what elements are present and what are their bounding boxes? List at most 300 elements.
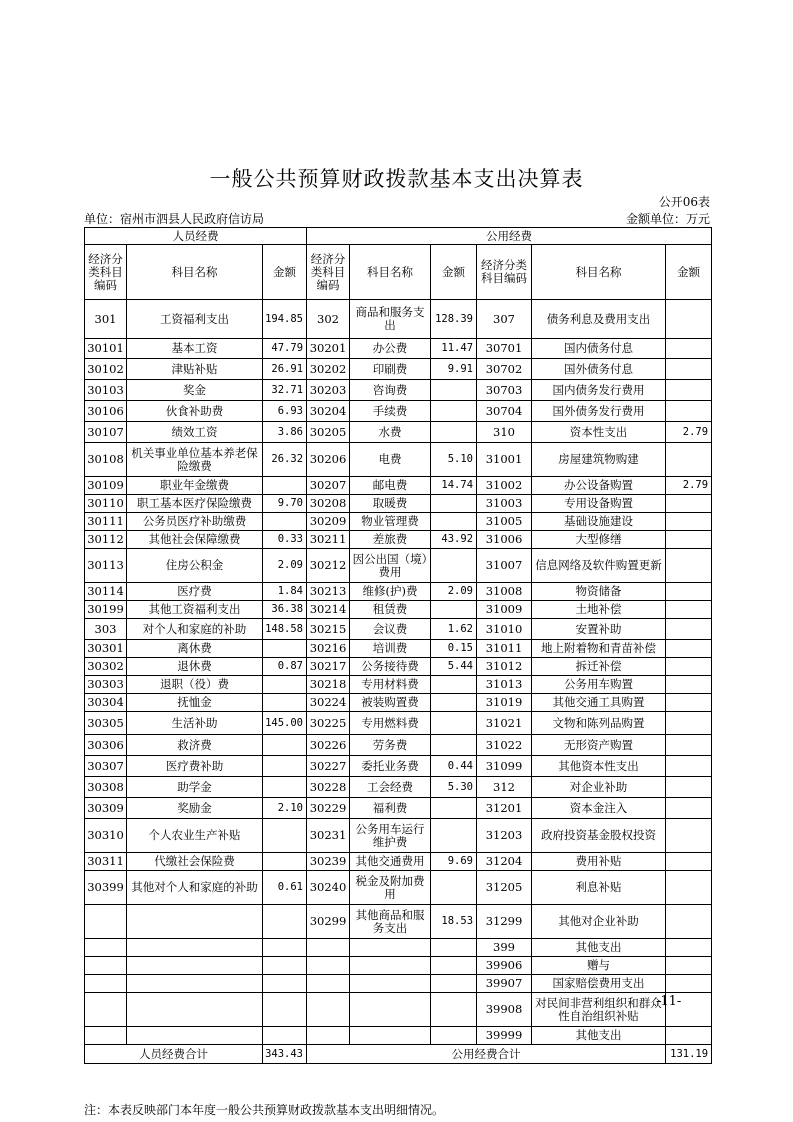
name-cell: 手续费 [350,401,431,422]
code-cell: 31099 [477,756,532,777]
amount-cell [431,735,477,756]
unit-label: 单位：宿州市泗县人民政府信访局 [84,212,265,226]
amount-cell [666,676,712,694]
name-cell: 国家赔偿费用支出 [532,975,666,993]
amount-cell: 5.30 [431,777,477,798]
code-cell: 30103 [85,380,127,401]
header-amount: 金额 [263,245,307,300]
code-cell: 30213 [307,583,350,601]
code-cell: 31022 [477,735,532,756]
totals-row [85,1045,712,1064]
table-row [85,513,712,531]
table-row [85,819,712,853]
code-cell: 30228 [307,777,350,798]
name-cell: 绩效工资 [127,422,263,443]
code-cell: 30112 [85,531,127,549]
name-cell: 税金及附加费用 [350,871,431,905]
name-cell: 抚恤金 [127,694,263,712]
amount-cell [263,477,307,495]
code-cell [85,975,127,993]
name-cell: 租赁费 [350,601,431,619]
amount-cell: 0.33 [263,531,307,549]
column-header-row [85,245,712,300]
personnel-total-amount: 343.43 [263,1045,307,1064]
header-name: 科目名称 [350,245,431,300]
table-row [85,957,712,975]
name-cell: 赠与 [532,957,666,975]
code-cell: 31008 [477,583,532,601]
amount-cell [431,513,477,531]
name-cell: 工会经费 [350,777,431,798]
table-row [85,777,712,798]
table-row [85,975,712,993]
table-row [85,300,712,339]
name-cell: 公务用车购置 [532,676,666,694]
code-cell: 30206 [307,443,350,477]
amount-cell [666,359,712,380]
name-cell: 费用补贴 [532,853,666,871]
name-cell: 基本工资 [127,339,263,359]
amount-cell [666,819,712,853]
name-cell: 印刷费 [350,359,431,380]
amount-cell: 2.09 [263,549,307,583]
code-cell: 31013 [477,676,532,694]
table-row [85,853,712,871]
name-cell [127,993,263,1027]
name-cell: 商品和服务支出 [350,300,431,339]
code-cell: 30217 [307,658,350,676]
amount-cell [263,939,307,957]
name-cell: 其他社会保障缴费 [127,531,263,549]
name-cell: 公务用车运行维护费 [350,819,431,853]
public-total-amount: 131.19 [666,1045,712,1064]
code-cell [307,1027,350,1045]
table-row [85,905,712,939]
code-cell [85,939,127,957]
amount-cell [666,380,712,401]
amount-cell: 148.58 [263,619,307,640]
amount-cell [263,1027,307,1045]
amount-cell [431,676,477,694]
code-cell: 39908 [477,993,532,1027]
code-cell: 31205 [477,871,532,905]
personnel-total-label: 人员经费合计 [85,1045,263,1064]
amount-cell [666,339,712,359]
code-cell [307,993,350,1027]
header-name: 科目名称 [532,245,666,300]
code-cell: 31002 [477,477,532,495]
name-cell: 无形资产购置 [532,735,666,756]
code-cell: 30399 [85,871,127,905]
name-cell: 奖金 [127,380,263,401]
amount-cell: 47.79 [263,339,307,359]
money-unit-label: 金额单位：万元 [625,212,710,226]
amount-cell [431,601,477,619]
code-cell [307,957,350,975]
code-cell: 30299 [307,905,350,939]
code-cell: 31299 [477,905,532,939]
amount-cell [666,777,712,798]
table-row [85,871,712,905]
name-cell: 土地补偿 [532,601,666,619]
table-row [85,495,712,513]
code-cell [307,975,350,993]
code-cell: 30309 [85,798,127,819]
amount-cell [263,735,307,756]
amount-cell [666,658,712,676]
code-cell: 30201 [307,339,350,359]
amount-cell [431,1027,477,1045]
table-row [85,380,712,401]
amount-cell [263,819,307,853]
code-cell: 31011 [477,640,532,658]
code-cell: 30704 [477,401,532,422]
table-row [85,443,712,477]
name-cell: 个人农业生产补贴 [127,819,263,853]
code-cell: 30311 [85,853,127,871]
code-cell: 30212 [307,549,350,583]
page-title: 一般公共预算财政拨款基本支出决算表 [209,167,584,191]
amount-cell [263,694,307,712]
amount-cell [666,957,712,975]
code-cell: 30229 [307,798,350,819]
name-cell: 福利费 [350,798,431,819]
name-cell [350,939,431,957]
amount-cell [431,819,477,853]
amount-cell: 1.62 [431,619,477,640]
name-cell: 差旅费 [350,531,431,549]
amount-cell: 26.91 [263,359,307,380]
amount-cell: 5.44 [431,658,477,676]
code-cell: 31007 [477,549,532,583]
name-cell: 生活补助 [127,712,263,735]
code-cell: 30113 [85,549,127,583]
code-cell: 39906 [477,957,532,975]
amount-cell: 2.79 [666,422,712,443]
code-cell: 30305 [85,712,127,735]
amount-cell [666,513,712,531]
amount-cell: 2.10 [263,798,307,819]
code-cell: 30307 [85,756,127,777]
name-cell: 被装购置费 [350,694,431,712]
name-cell: 救济费 [127,735,263,756]
name-cell: 公务员医疗补助缴费 [127,513,263,531]
code-cell [307,939,350,957]
name-cell: 其他资本性支出 [532,756,666,777]
amount-cell [431,975,477,993]
name-cell: 办公费 [350,339,431,359]
amount-cell [263,957,307,975]
amount-cell: 2.09 [431,583,477,601]
amount-cell [263,640,307,658]
table-row [85,676,712,694]
amount-cell: 0.61 [263,871,307,905]
table-row [85,640,712,658]
name-cell: 住房公积金 [127,549,263,583]
amount-cell: 0.44 [431,756,477,777]
name-cell: 电费 [350,443,431,477]
section-public: 公用经费 [307,228,712,245]
code-cell: 303 [85,619,127,640]
table-row [85,756,712,777]
amount-cell: 9.91 [431,359,477,380]
name-cell [127,957,263,975]
header-code: 经济分类科目编码 [477,245,532,300]
amount-cell: 18.53 [431,905,477,939]
code-cell: 30208 [307,495,350,513]
amount-cell: 14.74 [431,477,477,495]
amount-cell [666,531,712,549]
code-cell: 30111 [85,513,127,531]
amount-cell [666,905,712,939]
code-cell: 30701 [477,339,532,359]
table-row [85,1027,712,1045]
amount-cell: 11.47 [431,339,477,359]
table-row [85,939,712,957]
code-cell: 30209 [307,513,350,531]
code-cell: 30101 [85,339,127,359]
public-total-label: 公用经费合计 [307,1045,666,1064]
code-cell: 30211 [307,531,350,549]
code-cell: 30225 [307,712,350,735]
code-cell: 30215 [307,619,350,640]
name-cell: 津贴补贴 [127,359,263,380]
amount-cell [666,939,712,957]
name-cell: 国外债务付息 [532,359,666,380]
code-cell: 31201 [477,798,532,819]
name-cell: 国内债务发行费用 [532,380,666,401]
name-cell: 专用材料费 [350,676,431,694]
code-cell: 39907 [477,975,532,993]
name-cell: 委托业务费 [350,756,431,777]
name-cell: 文物和陈列品购置 [532,712,666,735]
name-cell: 医疗费补助 [127,756,263,777]
code-cell: 30202 [307,359,350,380]
name-cell: 专用设备购置 [532,495,666,513]
code-cell: 30108 [85,443,127,477]
code-cell: 30301 [85,640,127,658]
name-cell: 物资储备 [532,583,666,601]
amount-cell [666,443,712,477]
amount-cell: 145.00 [263,712,307,735]
code-cell: 30106 [85,401,127,422]
section-header-row [85,228,712,245]
code-cell: 30102 [85,359,127,380]
code-cell: 31204 [477,853,532,871]
amount-cell [431,380,477,401]
table-row [85,549,712,583]
name-cell: 利息补贴 [532,871,666,905]
code-cell: 30110 [85,495,127,513]
code-cell: 30302 [85,658,127,676]
amount-cell [431,957,477,975]
code-cell: 30303 [85,676,127,694]
code-cell: 39999 [477,1027,532,1045]
table-row [85,477,712,495]
table-row [85,993,712,1027]
code-cell: 30308 [85,777,127,798]
amount-cell [431,871,477,905]
amount-cell [263,676,307,694]
name-cell: 国外债务发行费用 [532,401,666,422]
code-cell: 30227 [307,756,350,777]
amount-cell [263,975,307,993]
code-cell: 31003 [477,495,532,513]
amount-cell [666,619,712,640]
code-cell: 31012 [477,658,532,676]
code-cell [85,993,127,1027]
amount-cell [666,401,712,422]
name-cell: 其他对企业补助 [532,905,666,939]
amount-cell [431,422,477,443]
code-cell: 31203 [477,819,532,853]
code-cell: 31005 [477,513,532,531]
amount-cell: 2.79 [666,477,712,495]
header-amount: 金额 [666,245,712,300]
table-row [85,401,712,422]
name-cell: 大型修缮 [532,531,666,549]
expenditure-table [84,227,712,1064]
name-cell: 助学金 [127,777,263,798]
name-cell [127,939,263,957]
code-cell: 30203 [307,380,350,401]
amount-cell: 1.84 [263,583,307,601]
name-cell: 地上附着物和青苗补偿 [532,640,666,658]
amount-cell [666,871,712,905]
code-cell: 30204 [307,401,350,422]
amount-cell [666,712,712,735]
name-cell: 对个人和家庭的补助 [127,619,263,640]
table-row [85,339,712,359]
name-cell: 其他支出 [532,939,666,957]
name-cell: 退职（役）费 [127,676,263,694]
code-cell: 399 [477,939,532,957]
amount-cell [431,993,477,1027]
code-cell [85,957,127,975]
name-cell: 安置补助 [532,619,666,640]
code-cell: 312 [477,777,532,798]
name-cell: 债务利息及费用支出 [532,300,666,339]
name-cell: 信息网络及软件购置更新 [532,549,666,583]
table-row [85,735,712,756]
code-cell: 30304 [85,694,127,712]
amount-cell [666,694,712,712]
name-cell: 办公设备购置 [532,477,666,495]
amount-cell [666,798,712,819]
table-row [85,658,712,676]
code-cell [85,1027,127,1045]
amount-cell [666,495,712,513]
code-cell: 30226 [307,735,350,756]
name-cell: 拆迁补偿 [532,658,666,676]
name-cell: 对企业补助 [532,777,666,798]
name-cell [350,993,431,1027]
code-cell: 31021 [477,712,532,735]
section-personnel: 人员经费 [85,228,307,245]
name-cell: 资本性支出 [532,422,666,443]
header-amount: 金额 [431,245,477,300]
amount-cell [666,853,712,871]
code-cell: 30107 [85,422,127,443]
code-cell: 301 [85,300,127,339]
name-cell: 退休费 [127,658,263,676]
name-cell: 代缴社会保险费 [127,853,263,871]
header-code: 经济分类科目编码 [307,245,350,300]
name-cell: 房屋建筑物购建 [532,443,666,477]
name-cell: 维修(护)费 [350,583,431,601]
name-cell: 水费 [350,422,431,443]
amount-cell: 36.38 [263,601,307,619]
amount-cell: 32.71 [263,380,307,401]
name-cell [127,1027,263,1045]
name-cell: 机关事业单位基本养老保险缴费 [127,443,263,477]
amount-cell: 43.92 [431,531,477,549]
name-cell: 国内债务付息 [532,339,666,359]
name-cell: 对民间非营利组织和群众性自治组织补贴 [532,993,666,1027]
amount-cell: 3.86 [263,422,307,443]
name-cell: 因公出国（境）费用 [350,549,431,583]
code-cell: 30205 [307,422,350,443]
amount-cell [431,401,477,422]
code-cell: 30218 [307,676,350,694]
amount-cell [431,939,477,957]
amount-cell [666,640,712,658]
name-cell: 其他商品和服务支出 [350,905,431,939]
table-row [85,531,712,549]
name-cell: 伙食补助费 [127,401,263,422]
amount-cell [431,549,477,583]
name-cell: 其他工资福利支出 [127,601,263,619]
amount-cell [666,735,712,756]
amount-cell [666,583,712,601]
name-cell: 奖励金 [127,798,263,819]
code-cell: 30109 [85,477,127,495]
table-row [85,583,712,601]
amount-cell [431,694,477,712]
code-cell: 30306 [85,735,127,756]
amount-cell [431,712,477,735]
amount-cell [263,905,307,939]
name-cell: 职业年金缴费 [127,477,263,495]
table-row [85,601,712,619]
amount-cell [263,853,307,871]
table-row [85,712,712,735]
code-cell: 31001 [477,443,532,477]
amount-cell: 6.93 [263,401,307,422]
code-cell: 30224 [307,694,350,712]
name-cell: 其他交通费用 [350,853,431,871]
name-cell: 劳务费 [350,735,431,756]
name-cell: 其他支出 [532,1027,666,1045]
name-cell: 会议费 [350,619,431,640]
code-cell: 30207 [307,477,350,495]
name-cell: 工资福利支出 [127,300,263,339]
name-cell: 专用燃料费 [350,712,431,735]
code-cell [85,905,127,939]
table-row [85,694,712,712]
name-cell: 政府投资基金股权投资 [532,819,666,853]
name-cell: 邮电费 [350,477,431,495]
amount-cell [666,601,712,619]
header-code: 经济分类科目编码 [85,245,127,300]
amount-cell: 26.32 [263,443,307,477]
name-cell: 物业管理费 [350,513,431,531]
code-cell: 310 [477,422,532,443]
name-cell [127,975,263,993]
amount-cell [263,993,307,1027]
amount-cell [666,756,712,777]
code-cell: 30239 [307,853,350,871]
